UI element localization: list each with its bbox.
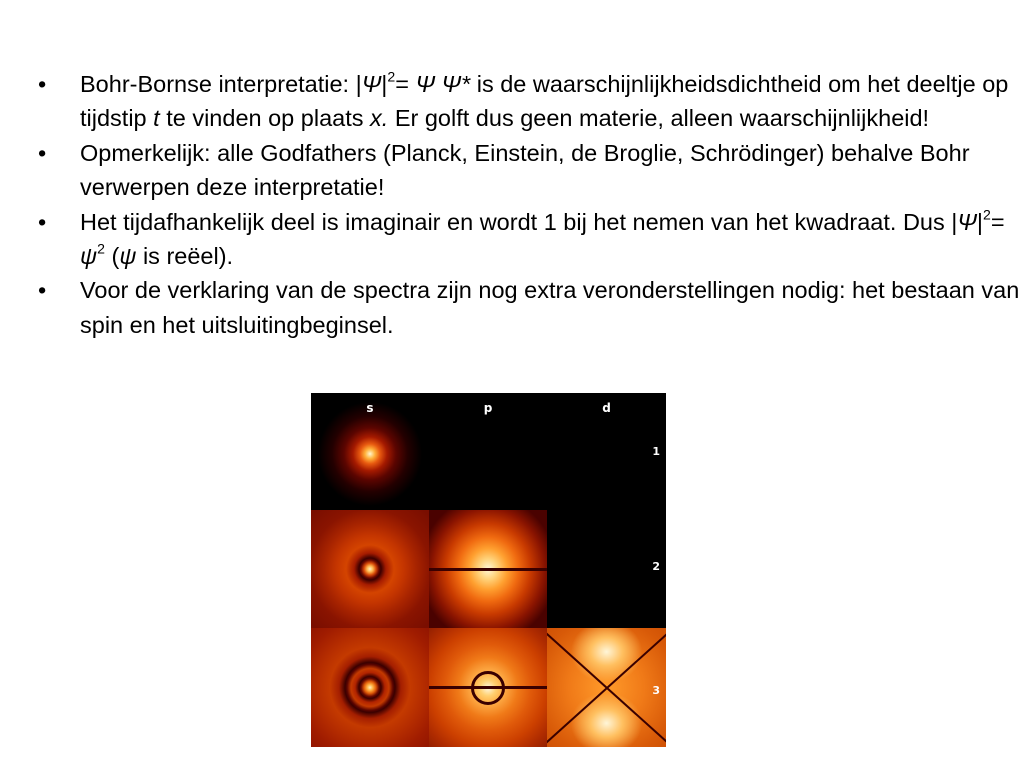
orbital-3d bbox=[547, 628, 666, 747]
text-run: Bohr-Bornse interpretatie: | bbox=[80, 71, 362, 97]
bullet-list bbox=[36, 67, 1021, 342]
column-label-p: p bbox=[483, 401, 493, 415]
text-run: te vinden op plaats bbox=[159, 105, 371, 132]
orbital-density-figure bbox=[311, 393, 666, 747]
orbital-empty-2d bbox=[547, 510, 666, 628]
orbital-empty-1d bbox=[547, 393, 666, 510]
text-run: ( bbox=[104, 243, 120, 270]
nodal-line bbox=[547, 630, 666, 745]
orbital-3p bbox=[429, 628, 547, 747]
exponent: 2 bbox=[983, 206, 991, 223]
row-label-2: 2 bbox=[652, 560, 660, 573]
text-run: is reëel). bbox=[136, 243, 234, 270]
bullet-text: Voor de verklaring van de spectra zijn nog extra veronderstellingen nodig: het bestaan van spin en het uitsluitingbeginsel. bbox=[80, 277, 1020, 338]
row-label-3: 3 bbox=[652, 684, 660, 697]
psi-small-symbol: ψ bbox=[80, 243, 98, 270]
text-run: = bbox=[395, 71, 416, 97]
bullet-marker: • bbox=[38, 71, 47, 97]
psi-small-symbol: ψ bbox=[119, 243, 137, 270]
orbital-2p bbox=[429, 510, 547, 628]
psi-product: Ψ Ψ* bbox=[415, 71, 471, 97]
bullet-spectra bbox=[36, 273, 1021, 342]
orbital-2s bbox=[311, 510, 429, 628]
bullet-time-dependence bbox=[36, 205, 1021, 274]
bullet-text: Opmerkelijk: alle Godfathers (Planck, Einstein, de Broglie, Schrödinger) behalve Bohr verwerpen deze interpretatie! bbox=[80, 139, 970, 201]
text-run: is de waarschijnlijkheidsdichtheid om het deeltje op tijdstip bbox=[80, 71, 1009, 132]
text-run: = bbox=[990, 208, 1005, 235]
column-label-s: s bbox=[366, 401, 374, 415]
bullet-born-interpretation bbox=[36, 67, 1021, 136]
exponent: 2 bbox=[387, 68, 396, 85]
exponent: 2 bbox=[97, 240, 105, 257]
bullet-text bbox=[80, 68, 1009, 132]
bullet-marker: • bbox=[38, 139, 47, 166]
bullet-marker: • bbox=[38, 208, 47, 235]
bullet-marker: • bbox=[38, 277, 47, 304]
text-run: | bbox=[976, 208, 984, 235]
row-label-1: 1 bbox=[652, 445, 660, 458]
psi-symbol: Ψ bbox=[361, 71, 382, 97]
orbital-3s bbox=[311, 628, 429, 747]
position-variable: x. bbox=[370, 105, 389, 132]
text-run: Er golft dus geen materie, alleen waarschijnlijkheid! bbox=[388, 105, 930, 132]
bullet-text bbox=[80, 206, 1005, 270]
column-label-d: d bbox=[602, 401, 611, 415]
text-run: | bbox=[381, 71, 388, 97]
bullet-godfathers bbox=[36, 136, 1021, 205]
text-run: Het tijdafhankelijk deel is imaginair en wordt 1 bij het nemen van het kwadraat. Dus | bbox=[80, 208, 958, 235]
time-variable: t bbox=[153, 105, 160, 132]
orbital-empty-1p bbox=[429, 393, 547, 510]
psi-symbol: Ψ bbox=[957, 208, 977, 235]
orbital-1s bbox=[311, 393, 429, 510]
